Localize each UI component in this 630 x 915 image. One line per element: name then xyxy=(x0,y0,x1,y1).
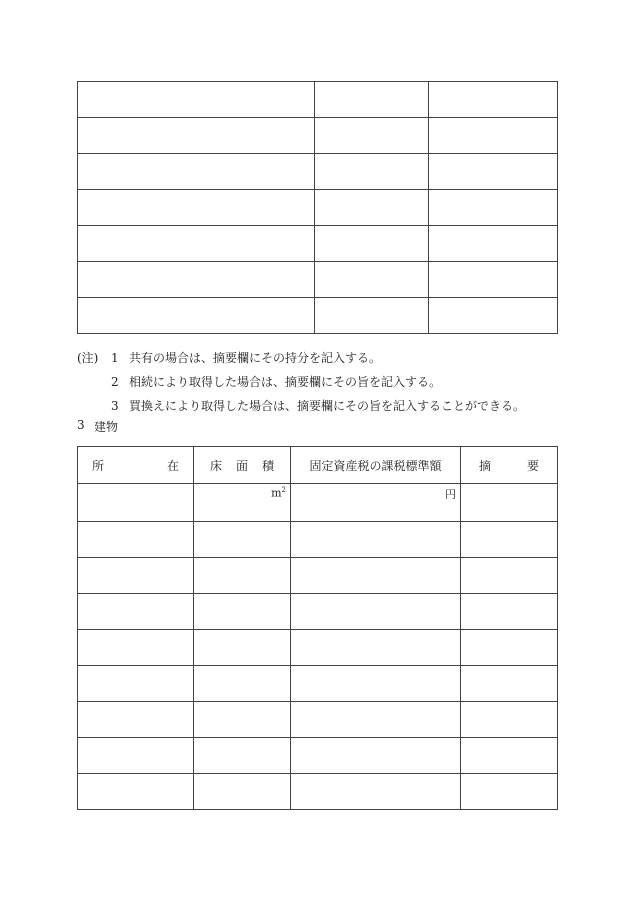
building-row xyxy=(78,522,558,558)
note-item-3 xyxy=(77,394,525,418)
land-cell[interactable] xyxy=(315,118,429,154)
building-cell[interactable] xyxy=(461,702,558,738)
building-cell[interactable] xyxy=(461,594,558,630)
land-cell[interactable] xyxy=(429,154,558,190)
building-cell[interactable] xyxy=(78,738,194,774)
building-row xyxy=(78,594,558,630)
building-table xyxy=(77,446,558,810)
building-cell[interactable] xyxy=(291,774,461,810)
building-cell[interactable] xyxy=(194,738,291,774)
land-cell[interactable] xyxy=(429,82,558,118)
building-cell[interactable] xyxy=(291,702,461,738)
building-row xyxy=(78,738,558,774)
building-unit-row xyxy=(78,484,558,522)
header-location: 所 在 xyxy=(78,447,194,484)
building-row xyxy=(78,558,558,594)
land-row xyxy=(78,226,558,262)
note-item-1 xyxy=(77,346,525,370)
area-unit-cell[interactable]: $m^2$ xyxy=(194,484,291,522)
note-number: 2 xyxy=(111,375,119,389)
section-title: 建物 xyxy=(94,420,119,434)
building-row xyxy=(78,774,558,810)
currency-unit-cell[interactable]: 円 xyxy=(291,484,461,522)
land-cell[interactable] xyxy=(315,82,429,118)
note-text: 相続により取得した場合は、摘要欄にその旨を記入する。 xyxy=(129,375,442,389)
land-cell[interactable] xyxy=(78,226,315,262)
building-cell[interactable] xyxy=(461,630,558,666)
land-row xyxy=(78,262,558,298)
land-cell[interactable] xyxy=(315,226,429,262)
note-text: 買換えにより取得した場合は、摘要欄にその旨を記入することができる。 xyxy=(129,399,526,413)
building-cell[interactable] xyxy=(461,522,558,558)
building-cell[interactable] xyxy=(78,558,194,594)
section-number: 3 xyxy=(77,418,85,432)
building-cell[interactable] xyxy=(461,484,558,522)
land-cell[interactable] xyxy=(429,262,558,298)
building-cell[interactable] xyxy=(194,702,291,738)
land-row xyxy=(78,82,558,118)
land-cell[interactable] xyxy=(315,190,429,226)
building-cell[interactable] xyxy=(78,484,194,522)
building-cell[interactable] xyxy=(78,666,194,702)
building-cell[interactable] xyxy=(291,738,461,774)
land-row xyxy=(78,118,558,154)
building-cell[interactable] xyxy=(291,666,461,702)
building-cell[interactable] xyxy=(194,594,291,630)
building-cell[interactable] xyxy=(194,558,291,594)
land-cell[interactable] xyxy=(315,262,429,298)
land-cell[interactable] xyxy=(429,226,558,262)
section-heading xyxy=(77,418,118,435)
land-row xyxy=(78,190,558,226)
building-row xyxy=(78,630,558,666)
land-row xyxy=(78,298,558,334)
land-cell[interactable] xyxy=(429,298,558,334)
building-cell[interactable] xyxy=(461,666,558,702)
building-cell[interactable] xyxy=(78,702,194,738)
header-remarks: 摘 要 xyxy=(461,447,558,484)
building-cell[interactable] xyxy=(291,522,461,558)
notes xyxy=(77,346,525,418)
land-cell[interactable] xyxy=(429,190,558,226)
land-cell[interactable] xyxy=(78,154,315,190)
building-cell[interactable] xyxy=(194,522,291,558)
building-cell[interactable] xyxy=(78,594,194,630)
land-cell[interactable] xyxy=(78,298,315,334)
building-cell[interactable] xyxy=(194,774,291,810)
land-table xyxy=(77,81,558,334)
building-cell[interactable] xyxy=(461,738,558,774)
building-cell[interactable] xyxy=(78,522,194,558)
land-row xyxy=(78,154,558,190)
note-text: 共有の場合は、摘要欄にその持分を記入する。 xyxy=(129,351,382,365)
building-cell[interactable] xyxy=(194,630,291,666)
land-cell[interactable] xyxy=(78,82,315,118)
land-cell[interactable] xyxy=(78,118,315,154)
building-cell[interactable] xyxy=(291,594,461,630)
land-cell[interactable] xyxy=(429,118,558,154)
land-cell[interactable] xyxy=(78,262,315,298)
building-cell[interactable] xyxy=(291,630,461,666)
note-number: 1 xyxy=(111,351,119,365)
header-floor-area: 床 面 積 xyxy=(194,447,291,484)
land-cell[interactable] xyxy=(78,190,315,226)
building-cell[interactable] xyxy=(291,558,461,594)
land-cell[interactable] xyxy=(315,298,429,334)
building-header-row xyxy=(78,447,558,484)
note-item-2 xyxy=(77,370,525,394)
note-number: 3 xyxy=(111,399,119,413)
building-cell[interactable] xyxy=(78,774,194,810)
header-tax-base: 固定資産税の課税標準額 xyxy=(291,447,461,484)
building-cell[interactable] xyxy=(461,558,558,594)
building-row xyxy=(78,702,558,738)
building-cell[interactable] xyxy=(194,666,291,702)
building-row xyxy=(78,666,558,702)
note-prefix: (注) xyxy=(77,351,99,365)
land-cell[interactable] xyxy=(315,154,429,190)
building-cell[interactable] xyxy=(78,630,194,666)
building-cell[interactable] xyxy=(461,774,558,810)
